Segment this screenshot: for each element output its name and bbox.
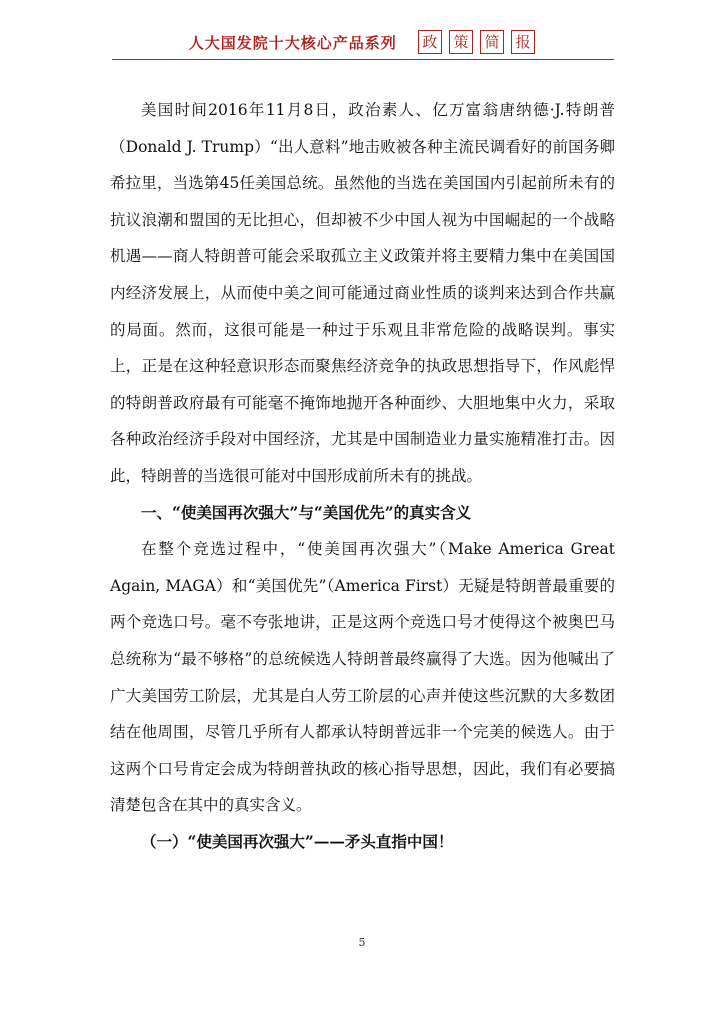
badge-char-zheng: 政 <box>418 30 442 54</box>
subsection-heading: （一）“使美国再次强大”——矛头直指中国！ <box>141 831 454 851</box>
badge-char-ce: 策 <box>449 30 473 54</box>
badge-char-jian: 简 <box>480 30 504 54</box>
page-header <box>0 30 724 60</box>
header-divider <box>112 59 614 60</box>
policy-brief-badge <box>416 30 535 54</box>
page-number: 5 <box>358 936 366 949</box>
badge-char-bao: 报 <box>511 30 535 54</box>
document-body <box>110 92 615 860</box>
section-paragraph: 在整个竞选过程中，“使美国再次强大”（Make America Great Again, MAGA）和“美国优先”（America First）无疑是特朗普最重要的两个竞选口号。毫不夸张地讲，正是这两个竞选口号才使得这个被奥巴马总统称为“最不够格”的总统候选人特朗普最终赢得了大选。因为他喊出了广大美国劳工阶层，尤其是白人劳工阶层的心声并使这些沉默的大多数团结在他周围，尽管几乎所有人都承认特朗普远非一个完美的候选人。由于这两个口号肯定会成为特朗普执政的核心指导思想，因此，我们有必要搞清楚包含在其中的真实含义。 <box>110 540 615 815</box>
section-heading: 一、“使美国再次强大”与“美国优先”的真实含义 <box>141 502 472 522</box>
intro-paragraph: 美国时间2016年11月8日，政治素人、亿万富翁唐纳德·J.特朗普（Donald J. Trump）“出人意料”地击败被各种主流民调看好的前国务卿希拉里，当选第45任美国总统。虽然他的当选在美国国内引起前所未有的抗议浪潮和盟国的无比担心，但却被不少中国人视为中国崛起的一个战略机遇——商人特朗普可能会采取孤立主义政策并将主要精力集中在美国国内经济发展上，从而使中美之间可能通过商业性质的谈判来达到合作共赢的局面。然而，这很可能是一种过于乐观且非常危险的战略误判。事实上，正是在这种轻意识形态而聚焦经济竞争的执政思想指导下，作风彪悍的特朗普政府最有可能毫不掩饰地抛开各种面纱、大胆地集中火力，采取各种政治经济手段对中国经济，尤其是中国制造业力量实施精准打击。因此，特朗普的当选很可能对中国形成前所未有的挑战。 <box>110 101 615 485</box>
series-title: 人大国发院十大核心产品系列 <box>188 33 397 52</box>
